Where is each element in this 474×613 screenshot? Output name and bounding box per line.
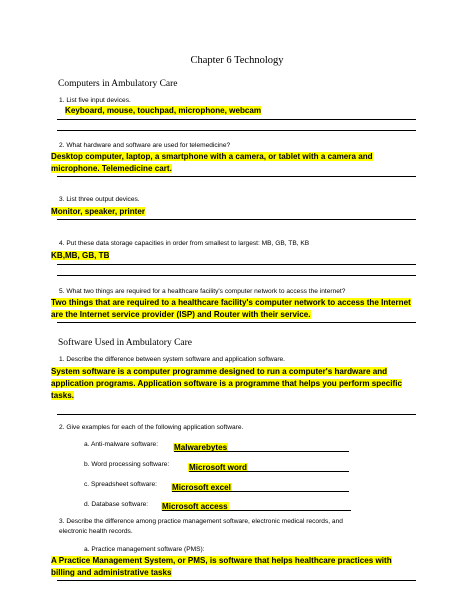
answer-pms-line1: A Practice Management System, or PMS, is software that helps healthcare practices with (51, 556, 392, 565)
sub-pms-label: a. Practice management software (PMS): (84, 546, 205, 553)
answer-network-line2: are the Internet service provider (ISP) and Router with their service. (51, 310, 311, 319)
answer-software-line2: application programs. Application software is a programme that helps you perform specific (51, 379, 402, 388)
section-heading-software: Software Used in Ambulatory Care (58, 338, 193, 348)
section-heading-computers: Computers in Ambulatory Care (58, 79, 178, 89)
question-pms-emr-ehr-line1: 3. Describe the difference among practice management software, electronic medical records, and (59, 518, 343, 525)
answer-line (57, 322, 416, 323)
answer-telemedicine-line1: Desktop computer, laptop, a smartphone with a camera, or tablet with a camera and (51, 152, 373, 161)
example-spreadsheet: c. Spreadsheet software: (84, 481, 157, 488)
question-pms-emr-ehr-line2: electronic health records. (59, 528, 133, 535)
answer-line (57, 275, 416, 276)
answer-line (57, 264, 416, 265)
answer-word-processing: Microsoft word (189, 463, 248, 472)
fill-line (172, 491, 349, 492)
answer-input-devices: Keyboard, mouse, touchpad, microphone, webcam (65, 106, 262, 115)
answer-output-devices: Monitor, speaker, printer (51, 207, 146, 216)
answer-line (57, 414, 416, 415)
answer-software-line3: tasks. (51, 391, 74, 400)
example-word-processing: b. Word processing software: (84, 461, 170, 468)
answer-spreadsheet: Microsoft excel (172, 483, 231, 492)
question-storage-capacities: 4. Put these data storage capacities in order from smallest to largest: MB, GB, TB, KB (59, 240, 310, 247)
fill-line (174, 451, 349, 452)
page-title: Chapter 6 Technology (190, 55, 284, 66)
question-system-vs-application: 1. Describe the difference between system software and application software. (59, 356, 286, 363)
example-anti-malware: a. Anti-malware software: (84, 441, 159, 448)
question-application-examples: 2. Give examples for each of the following application software. (59, 424, 244, 431)
example-database: d. Database software: (84, 501, 149, 508)
answer-anti-malware: Malwarebytes (174, 443, 228, 452)
answer-storage-capacities: KB,MB, GB, TB (51, 251, 110, 260)
fill-line (162, 510, 351, 511)
answer-database: Microsoft access (162, 502, 228, 511)
question-output-devices: 3. List three output devices. (59, 196, 140, 203)
question-telemedicine: 2. What hardware and software are used for telemedicine? (59, 142, 231, 149)
answer-telemedicine-line2: microphone. Telemedicine cart. (51, 164, 172, 173)
answer-line (57, 176, 416, 177)
answer-line (57, 580, 416, 581)
answer-line (57, 119, 416, 120)
fill-line (189, 471, 349, 472)
question-network-internet: 5. What two things are required for a healthcare facility's computer network to access the internet? (59, 288, 346, 295)
answer-network-line1: Two things that are required to a healthcare facility's computer network to access the Internet (51, 298, 411, 307)
question-input-devices: 1. List five input devices. (59, 97, 131, 104)
answer-line (57, 130, 416, 131)
answer-line (57, 219, 416, 220)
answer-pms-line2: billing and administrative tasks (51, 568, 172, 577)
answer-software-line1: System software is a computer programme designed to run a computer's hardware and (51, 367, 388, 376)
